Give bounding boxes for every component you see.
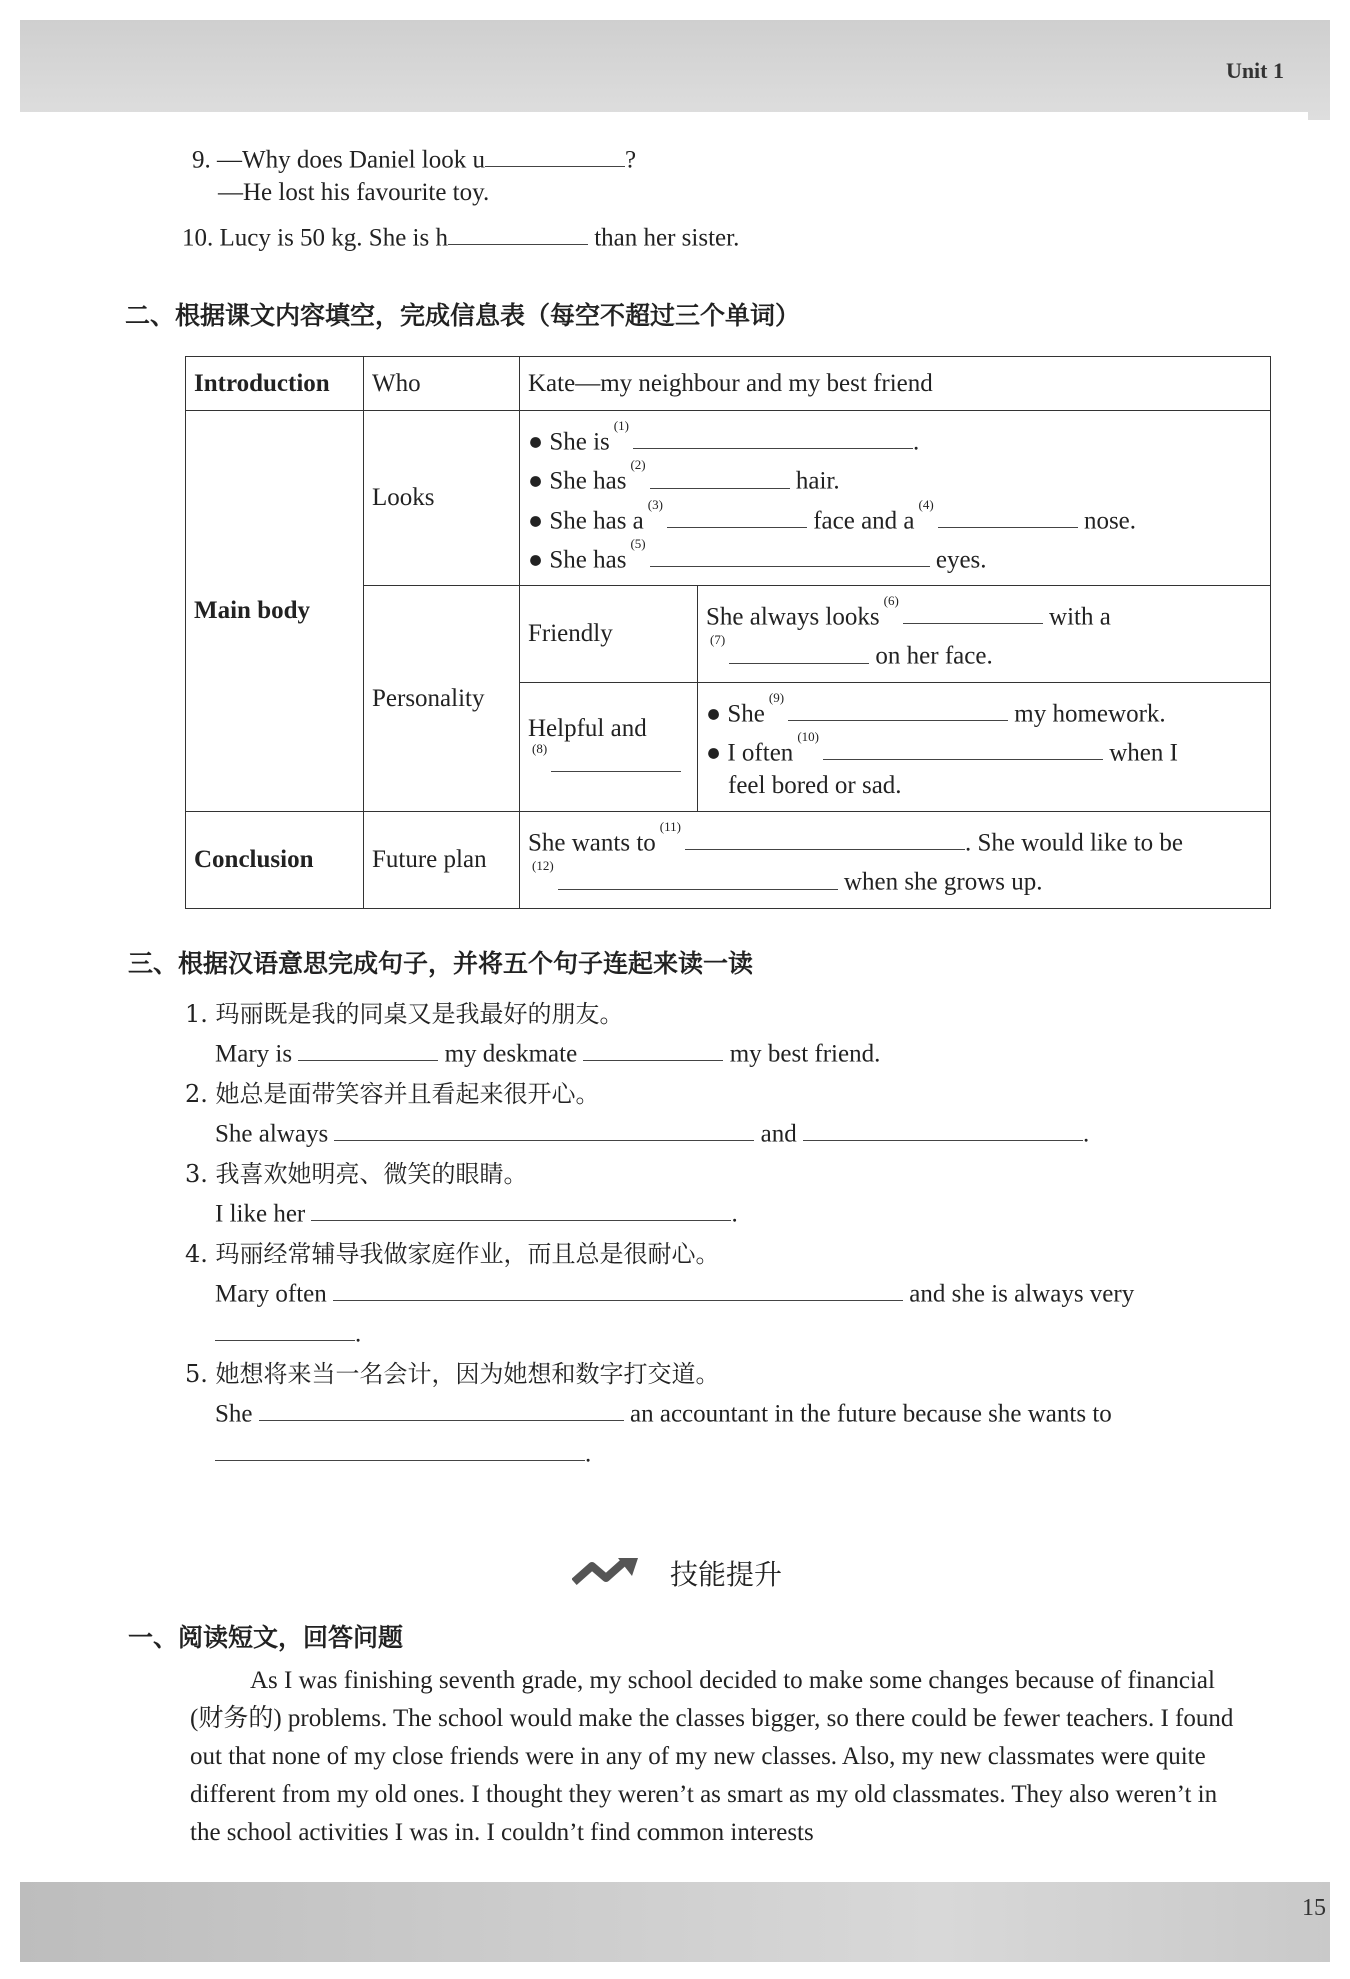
s4-blank-2[interactable]: [215, 1314, 355, 1341]
skills-title: 技能提升: [670, 1558, 783, 1591]
reading-title: 一、阅读短文，回答问题: [128, 1623, 404, 1652]
helpful-cell: ● She$^{(9)}$ my homework. ● I often$^{(10)}$ when I feel bored or sad.: [698, 682, 1271, 812]
s4-en-cont: .: [215, 1314, 361, 1348]
blank-2[interactable]: [650, 461, 790, 488]
q10-line: 10. Lucy is 50 kg. She is h than her sister.: [182, 218, 739, 252]
s4-en: Mary often and she is always very: [215, 1274, 1134, 1308]
future-cell: She wants $to^{(11)}$. She would like to be $^{(12)}$ when she grows up.: [520, 812, 1271, 909]
s2-en: She always and .: [215, 1114, 1089, 1148]
s2-zh: 2. 她总是面带笑容并且看起来很开心。: [185, 1080, 600, 1108]
looks-cell: ● She $is^{(1)}$. ● She has$^{(2)}$ hair. ● She has $a^{(3)}$ face and $a^{(4)}$ nose. ● She has$^{(5)}$ eyes.: [520, 411, 1271, 586]
unit-label: Unit 1: [1225, 58, 1284, 83]
s4-blank-1[interactable]: [333, 1274, 903, 1301]
skills-heading: [572, 1553, 782, 1593]
blank-5[interactable]: [650, 540, 930, 567]
s3-zh: 3. 我喜欢她明亮、微笑的眼睛。: [185, 1160, 528, 1188]
personality-label: Personality: [364, 586, 520, 812]
blank-10[interactable]: [823, 733, 1103, 760]
blank-7[interactable]: [729, 636, 869, 663]
s5-blank-2[interactable]: [215, 1434, 585, 1461]
s2-blank-2[interactable]: [803, 1114, 1083, 1141]
section3-title: 三、根据汉语意思完成句子，并将五个句子连起来读一读: [128, 949, 754, 978]
who-value: Kate—my neighbour and my best friend: [520, 357, 1271, 411]
s5-en-cont: .: [215, 1434, 591, 1468]
q10-blank[interactable]: [448, 218, 588, 245]
reading-text: As I was finishing seventh grade, my school decided to make some changes because of financial (财务的) problems. The school would make the classes bigger, so there could be fewer teachers. I found out that none of my close friends were in any of my new classes. Also, my new classmates were quite different from my old ones. I thought they weren’t as smart as my old classmates. They also weren’t in the school activities I was in. I couldn’t find common interests: [190, 1667, 1234, 1846]
main-body-label: Main body: [186, 411, 364, 812]
s1-blank-1[interactable]: [298, 1034, 438, 1061]
blank-6[interactable]: [903, 597, 1043, 624]
blank-4[interactable]: [938, 501, 1078, 528]
s3-blank[interactable]: [311, 1194, 731, 1221]
intro-label: Introduction: [186, 357, 364, 411]
s3-en: I like her .: [215, 1194, 738, 1228]
blank-12[interactable]: [558, 862, 838, 889]
s5-zh: 5. 她想将来当一名会计，因为她想和数字打交道。: [185, 1360, 720, 1388]
blank-8[interactable]: [551, 745, 681, 772]
s2-blank-1[interactable]: [334, 1114, 754, 1141]
blank-3[interactable]: [667, 501, 807, 528]
s4-zh: 4. 玛丽经常辅导我做家庭作业，而且总是很耐心。: [185, 1240, 720, 1268]
trend-up-icon: [572, 1556, 652, 1590]
s5-blank-1[interactable]: [259, 1394, 624, 1421]
conclusion-label: Conclusion: [186, 812, 364, 909]
friendly-label: Friendly: [520, 586, 698, 683]
info-table: [185, 356, 1271, 909]
future-label: Future plan: [364, 812, 520, 909]
reading-passage: [190, 1662, 1250, 1852]
q9-blank[interactable]: [485, 140, 625, 167]
who-label: Who: [364, 357, 520, 411]
s1-en: Mary is my deskmate my best friend.: [215, 1034, 880, 1068]
blank-1[interactable]: [633, 422, 913, 449]
footer-band: [20, 1882, 1330, 1962]
blank-11[interactable]: [685, 823, 965, 850]
q9-line2: —He lost his favourite toy.: [218, 179, 490, 206]
page-number: 15: [1302, 1895, 1326, 1921]
blank-9[interactable]: [788, 694, 1008, 721]
helpful-cell-label: Helpful and $^{(8)}$: [520, 682, 698, 812]
friendly-cell: She always looks$^{(6)}$ with a $^{(7)}$ on her face.: [698, 586, 1271, 683]
looks-label: Looks: [364, 411, 520, 586]
s1-blank-2[interactable]: [583, 1034, 723, 1061]
q9-line1: 9. —Why does Daniel look u ?: [192, 140, 636, 174]
section2-title: 二、根据课文内容填空，完成信息表（每空不超过三个单词）: [125, 301, 801, 330]
s1-zh: 1. 玛丽既是我的同桌又是我最好的朋友。: [185, 1000, 624, 1028]
header-band: [20, 20, 1330, 120]
s5-en: She an accountant in the future because she wants to: [215, 1394, 1112, 1428]
